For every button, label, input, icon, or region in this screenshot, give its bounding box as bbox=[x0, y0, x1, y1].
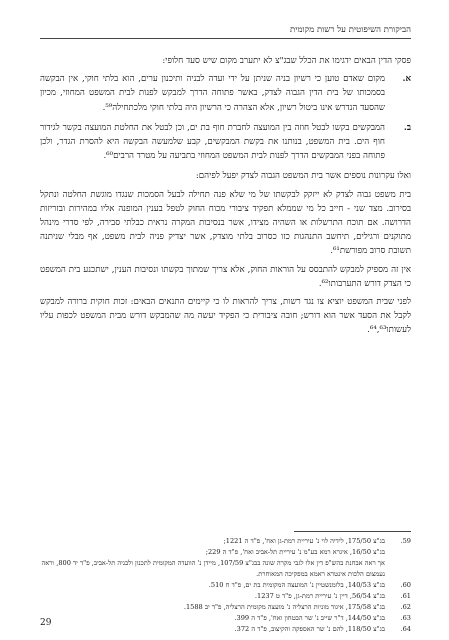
page-number: 29 bbox=[40, 618, 52, 628]
footnote-text: בג"צ 56/54, דיין נ' עיריית רמת-גן, פ"ד ט 1237. bbox=[254, 592, 385, 600]
footnote bbox=[40, 536, 411, 547]
footnote-number: 63. bbox=[400, 614, 411, 622]
running-header: הביקורת השיפוטית על רשות מקומית bbox=[40, 24, 411, 39]
principles-intro: ואלו עקרונות נוספים אשר בית המשפט הגבוה לצדק יפעל לפיהם: bbox=[195, 171, 411, 182]
footnote bbox=[40, 591, 411, 602]
footnote-number: 59. bbox=[400, 537, 411, 545]
body-paragraph: בית משפט גבוה לצדק לא ייזקק לבקשתו של מי שלא פנה תחילה לבעל הסמכות שנגדו מוגשת החלטה ונתקל בסירוב. מצד שני - חייב כל מי שממלא תפקיד ציבורי מכוח החוק לטפל בענין המופנה אליו במהירות ובזריזות הדרושה. אם תוכח התרשלות או השהיה מצידו, אשר בנסיבות המקרה נראית כבלתי סבירה, לפי סדרי מינהל מתוקנים ורגילים, תיחשב התנהגות כזו כסרוב בלתי מוצדק, אשר יצדיק פניה לבית משפט, אף מבלי שניתנה תשובת סרוב מפורשת⁶¹. bbox=[40, 189, 411, 257]
footnote-number bbox=[385, 558, 411, 580]
footnote-text: בג"צ 16/50, איגרא רמא בע"מ נ' עיריית תל-אביב ואח', פ"ד ה 229; bbox=[205, 548, 385, 556]
footnote-text: אך ראה אבחנת בהש"פ דין אלו לגבי מקרה שונה בבג"צ 107/59, מיידן נ' הוועדה המקומית לתכנון ולבניה תל-אביב, פ"ד יד 800, וראה נעמצום הלכות אינטרא ראמא במפקיכה המאוחרת. bbox=[41, 559, 385, 578]
footnote bbox=[40, 613, 411, 624]
footnote-text: בג"צ 118/50, להם נ' שר האספקה והקיצוב, פ"ד ה 372. bbox=[234, 625, 385, 633]
footnote bbox=[40, 547, 411, 558]
footnote bbox=[40, 624, 411, 635]
list-item-label: א. bbox=[402, 74, 411, 85]
list-item bbox=[40, 72, 411, 115]
footnote-text: בג"צ 144/50, ד"ר שייב נ' שר הבטחון ואח', פ"ד ה 399. bbox=[234, 614, 385, 622]
intro-paragraph: פסקי הדין הבאים ידגימו את הכלל שבג"צ לא יתערב מקום שיש סעד חלופי: bbox=[162, 56, 411, 66]
footnote-text: בג"צ 175/58, איגוד מוניות הרצליה נ' מועצה מקומית הרצליה, פ"ד יב 1588. bbox=[183, 603, 385, 611]
list-item-label: ב. bbox=[403, 122, 411, 133]
footnote-number: 62. bbox=[400, 603, 411, 611]
list-item bbox=[40, 121, 411, 164]
body-paragraph: לפני שבית המשפט יוציא צו נגד רשות, צריך להראות לו כי קיימים התנאים הבאים: זכות חוקית ברורה למבקש לקבל את הסעד אשר הוא דורש; חובה ציבורית כי הפקיד יעשה מה שהמבקש דורש מבית המשפט לכפות עליו לעשותו⁶⁴,⁶³. bbox=[40, 297, 411, 336]
footnotes bbox=[40, 536, 411, 635]
footnote bbox=[40, 602, 411, 613]
footnote-number bbox=[385, 547, 411, 558]
main-content bbox=[40, 54, 411, 342]
footnote-number: 60. bbox=[400, 581, 411, 589]
footnote bbox=[40, 580, 411, 591]
footnote-text: בג"צ 175/50, לידיה לוי נ' עיריית רמת-גן ואח', פ"ד ה 1221; bbox=[223, 537, 385, 545]
footnote-divider bbox=[294, 531, 411, 532]
list-item-text: המבקשים בקשו לבטל חוזה בין המועצה לחברת חוף בת ים, וכן לבטל את החלטת המועצה בקשר לגידור חוף הים. בית המשפט, בנותנו את בקשת המבקשים, קבע שלמעשה הבקשה היא להסרת הגדר, ולכן פתוחה בפני המבקשים הדרך לפנות לבית המשפט המחוזי בתביעה על מטרד הרבים⁶⁰. bbox=[40, 122, 385, 162]
footnote-number: 64. bbox=[400, 625, 411, 633]
footnote-text: בג"צ 140/53, בלומנשטיין נ' המועצה המקומית בת ים, פ"ד ח 510. bbox=[208, 581, 385, 589]
list-item-text: מקום שאדם טוען כי רשיון בניה שניתן על ידי ועדה לבניה ותיכנון ערים, הוא בלתי חוקי, אין הבקשה בסמכותו של בית הדין הגבוה לצדק, באשר פתוחה הדרך למבקש לפנות לבית המשפט המחוזי, מכיון שהסעד הנדרש אינו ביטול רשיון, אלא הצהרה כי הרשיון היה בלתי חוקי מלכתחילה⁵⁹. bbox=[40, 74, 385, 113]
body-paragraph: אין זה מספיק למבקש להתבסס על הוראות החוק, אלא צריך שמתוך בקשתו ונסיבות הענין, ישתכנע בית המשפט כי הצדק דורש התערבותו⁶². bbox=[40, 264, 411, 289]
footnote bbox=[40, 558, 411, 580]
footnote-number: 61. bbox=[400, 592, 411, 600]
